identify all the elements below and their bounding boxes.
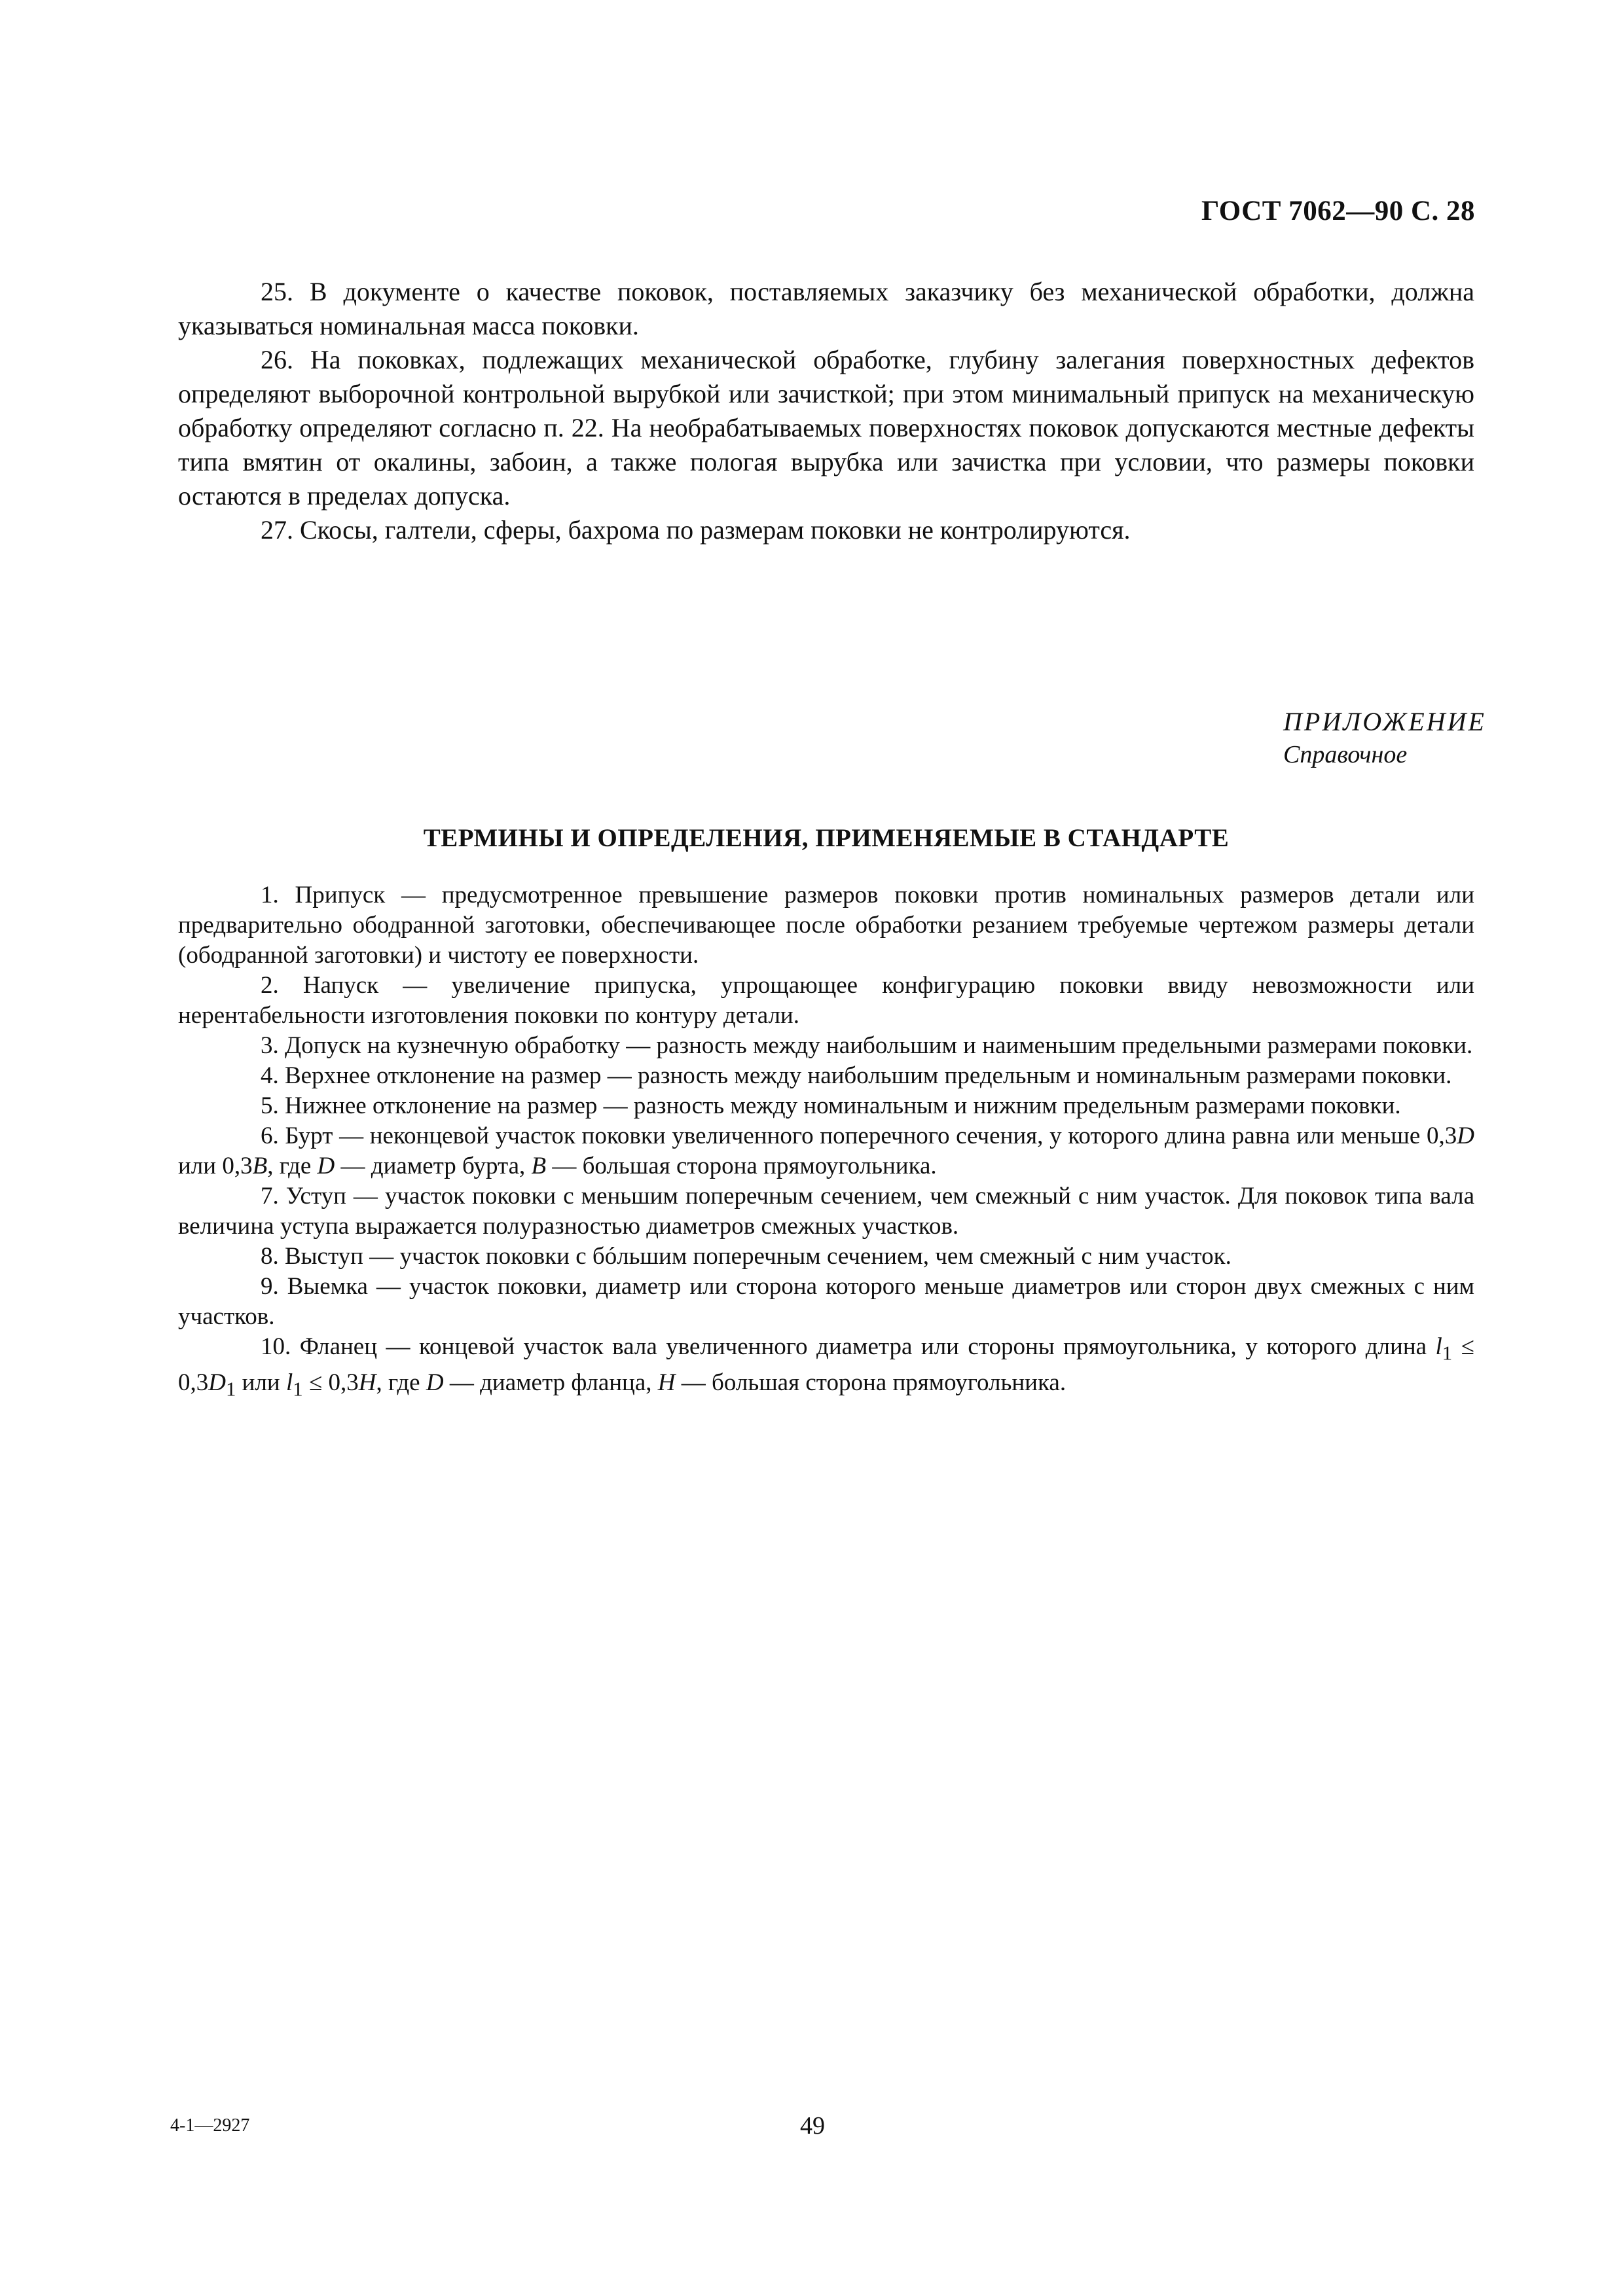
term-6-var: D (1457, 1122, 1474, 1149)
term-10-text: или (236, 1369, 286, 1397)
footer-code: 4-1—2927 (170, 2115, 250, 2136)
term-10-subscript: 1 (225, 1378, 236, 1401)
terms-list (178, 880, 1474, 1405)
term-6-text: — диаметр бурта, (335, 1153, 532, 1179)
term-6-var: B (531, 1153, 547, 1179)
appendix-label: ПРИЛОЖЕНИЕ (1283, 707, 1486, 736)
term-6-text: — большая сторона прямоугольника. (546, 1153, 937, 1179)
main-clauses (178, 275, 1474, 547)
term-4: 4. Верхнее отклонение на размер — разность между наибольшим предельным и номинальным размерами поковки. (261, 1062, 1452, 1089)
term-7: 7. Уступ — участок поковки с меньшим поперечным сечением, чем смежный с ним участок. Для поковок типа вала величина уступа выражается полуразностью диаметров смежных участков. (178, 1183, 1474, 1240)
term-10-text: ≤ 0,3 (302, 1369, 359, 1397)
term-9: 9. Выемка — участок поковки, диаметр или сторона которого меньше диаметров или сторон двух смежных с ним участков. (178, 1273, 1474, 1330)
page-header: ГОСТ 7062—90 С. 28 (1201, 196, 1475, 226)
term-6-var: D (317, 1153, 335, 1179)
term-10-subscript: 1 (1442, 1342, 1453, 1365)
term-8: 8. Выступ — участок поковки с бóльшим поперечным сечением, чем смежный с ним участок. (261, 1243, 1231, 1270)
term-6 (178, 1121, 1474, 1181)
terms-heading: ТЕРМИНЫ И ОПРЕДЕЛЕНИЯ, ПРИМЕНЯЕМЫЕ В СТАНДАРТЕ (423, 824, 1230, 852)
term-1: 1. Припуск — предусмотренное превышение размеров поковки против номинальных размеров детали или предварительно ободранной заготовки, обеспечивающее после обработки резанием требуемые чертежом размеры детали (ободранной заготовки) и чистоту ее поверхности. (178, 882, 1474, 969)
clause-26: 26. На поковках, подлежащих механической обработке, глубину залегания поверхностных дефектов определяют выборочной контрольной вырубкой или зачисткой; при этом минимальный припуск на механическую обработку определяют согласно п. 22. На необрабатываемых поверхностях поковок допускаются местные дефекты типа вмятин от окалины, забоин, а также пологая вырубка или зачистка при условии, что размеры поковки остаются в пределах допуска. (178, 345, 1474, 511)
term-10-text: — большая сторона прямоугольника. (675, 1369, 1067, 1397)
term-10-text: ≤ 0,3 (178, 1333, 1474, 1397)
term-6-text: 6. Бурт — неконцевой участок поковки увеличенного поперечного сечения, у которого длина равна или меньше 0,3 (261, 1122, 1457, 1149)
term-5: 5. Нижнее отклонение на размер — разность между номинальным и нижним предельным размерами поковки. (261, 1092, 1401, 1119)
term-10-var: H (657, 1369, 676, 1397)
term-3: 3. Допуск на кузнечную обработку — разность между наибольшим и наименьшим предельными размерами поковки. (261, 1032, 1473, 1059)
term-10-var: H (358, 1369, 376, 1397)
clause-25: 25. В документе о качестве поковок, поставляемых заказчику без механической обработки, должна указываться номинальная масса поковки. (178, 277, 1474, 340)
term-10-var: l (285, 1369, 293, 1397)
term-10-text: — диаметр фланца, (443, 1369, 658, 1397)
term-10-subscript: 1 (293, 1378, 303, 1401)
term-6-text: или 0,3 (178, 1153, 253, 1179)
term-10-var: l (1435, 1333, 1442, 1360)
appendix-type: Справочное (1283, 741, 1408, 768)
clause-27: 27. Скосы, галтели, сферы, бахрома по размерам поковки не контролируются. (261, 515, 1131, 545)
term-10-text: 10. Фланец — концевой участок вала увеличенного диаметра или стороны прямоугольника, у которого длина (261, 1333, 1436, 1360)
term-10-var: D (426, 1369, 444, 1397)
term-10-text: , где (376, 1369, 426, 1397)
term-6-text: , где (267, 1153, 318, 1179)
appendix-label-block (1283, 706, 1486, 771)
term-10 (178, 1332, 1474, 1405)
term-6-var: B (252, 1153, 268, 1179)
page-number: 49 (800, 2112, 825, 2140)
term-10-var: D (208, 1369, 226, 1397)
term-2: 2. Напуск — увеличение припуска, упрощающее конфигурацию поковки ввиду невозможности или нерентабельности изготовления поковки по контуру детали. (178, 972, 1474, 1029)
